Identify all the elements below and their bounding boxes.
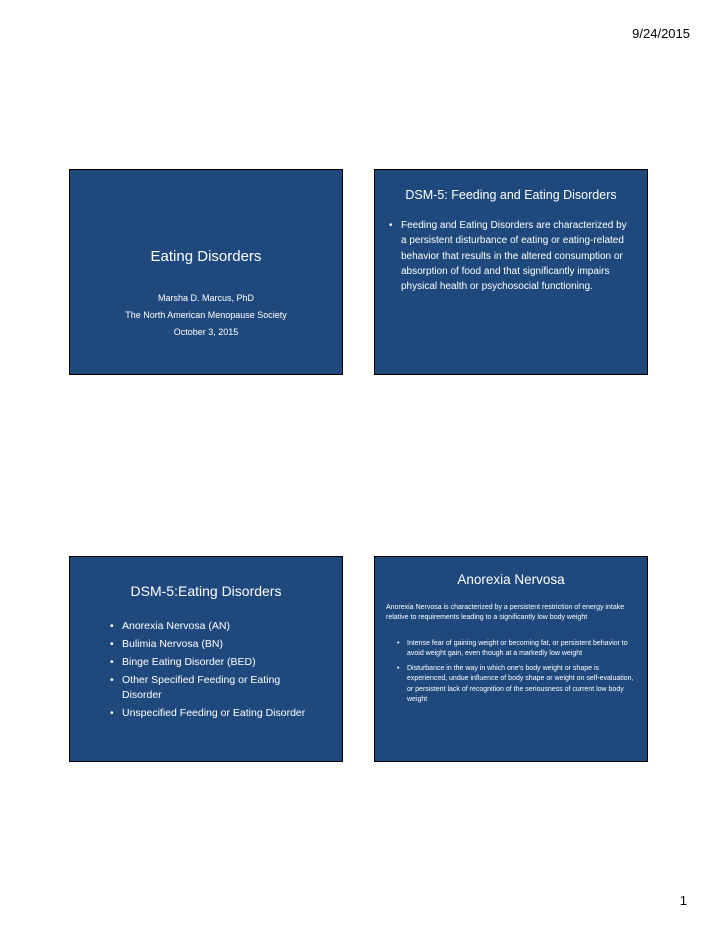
list-item: [110, 637, 322, 652]
list-item-text: Bulimia Nervosa (BN): [122, 638, 223, 650]
list-item: [397, 664, 639, 706]
bullet-icon: •: [110, 674, 114, 686]
header-date: 9/24/2015: [632, 26, 690, 41]
slide-dsm5-feeding: [374, 169, 648, 375]
page-number: 1: [679, 893, 687, 908]
bullet-icon: •: [397, 664, 400, 672]
bullet-icon: •: [110, 620, 114, 632]
slide-4-list: [397, 639, 639, 709]
list-item: [110, 619, 322, 634]
slide-2-body: [389, 218, 635, 294]
bullet-icon: •: [110, 707, 114, 719]
presentation-date: October 3, 2015: [173, 327, 239, 337]
list-item-text: Disturbance in the way in which one's body weight or shape is experienced, undue influence of body shape or weight on self-evaluation, or persistent lack of recognition of the seriousness of current low body weight: [407, 664, 634, 704]
bullet-icon: •: [110, 638, 114, 650]
slide-3-list: [110, 619, 322, 724]
list-item-text: Unspecified Feeding or Eating Disorder: [122, 707, 306, 719]
slide-2-title: DSM-5: Feeding and Eating Disorders: [405, 188, 617, 202]
slide-1-title: Eating Disorders: [150, 248, 262, 265]
slide-dsm5-eating: [69, 556, 343, 762]
organization-name: The North American Menopause Society: [125, 310, 287, 320]
slide-3-title: DSM-5:Eating Disorders: [130, 583, 282, 599]
bullet-icon: •: [397, 640, 400, 647]
bullet-icon: •: [389, 220, 393, 231]
slide-anorexia-nervosa: [374, 556, 648, 762]
slide-4-title: Anorexia Nervosa: [457, 572, 565, 587]
bullet-icon: •: [110, 656, 114, 668]
slide-4-intro: Anorexia Nervosa is characterized by a persistent restriction of energy intake relative to requirements leading to a significantly low body weight: [386, 604, 625, 622]
list-item: [389, 218, 635, 294]
slide-1-subtitle: [70, 290, 342, 341]
list-item-text: Binge Eating Disorder (BED): [122, 656, 256, 668]
presenter-name: Marsha D. Marcus, PhD: [157, 293, 255, 303]
list-item: [110, 655, 322, 670]
list-item: [397, 639, 639, 660]
list-item: [110, 706, 322, 721]
list-item-text: Intense fear of gaining weight or becoming fat, or persistent behavior to avoid weight gain, even though at a markedly low weight: [407, 640, 628, 658]
list-item-text: Other Specified Feeding or Eating Disorder: [122, 674, 281, 701]
list-item-text: Anorexia Nervosa (AN): [122, 620, 230, 632]
list-item: [110, 673, 322, 703]
slide-title: [69, 169, 343, 375]
slide-2-definition: Feeding and Eating Disorders are characterized by a persistent disturbance of eating or eating-related behavior that results in the altered consumption or absorption of food and that significantly impairs physical health or psychosocial functioning.: [401, 220, 627, 293]
